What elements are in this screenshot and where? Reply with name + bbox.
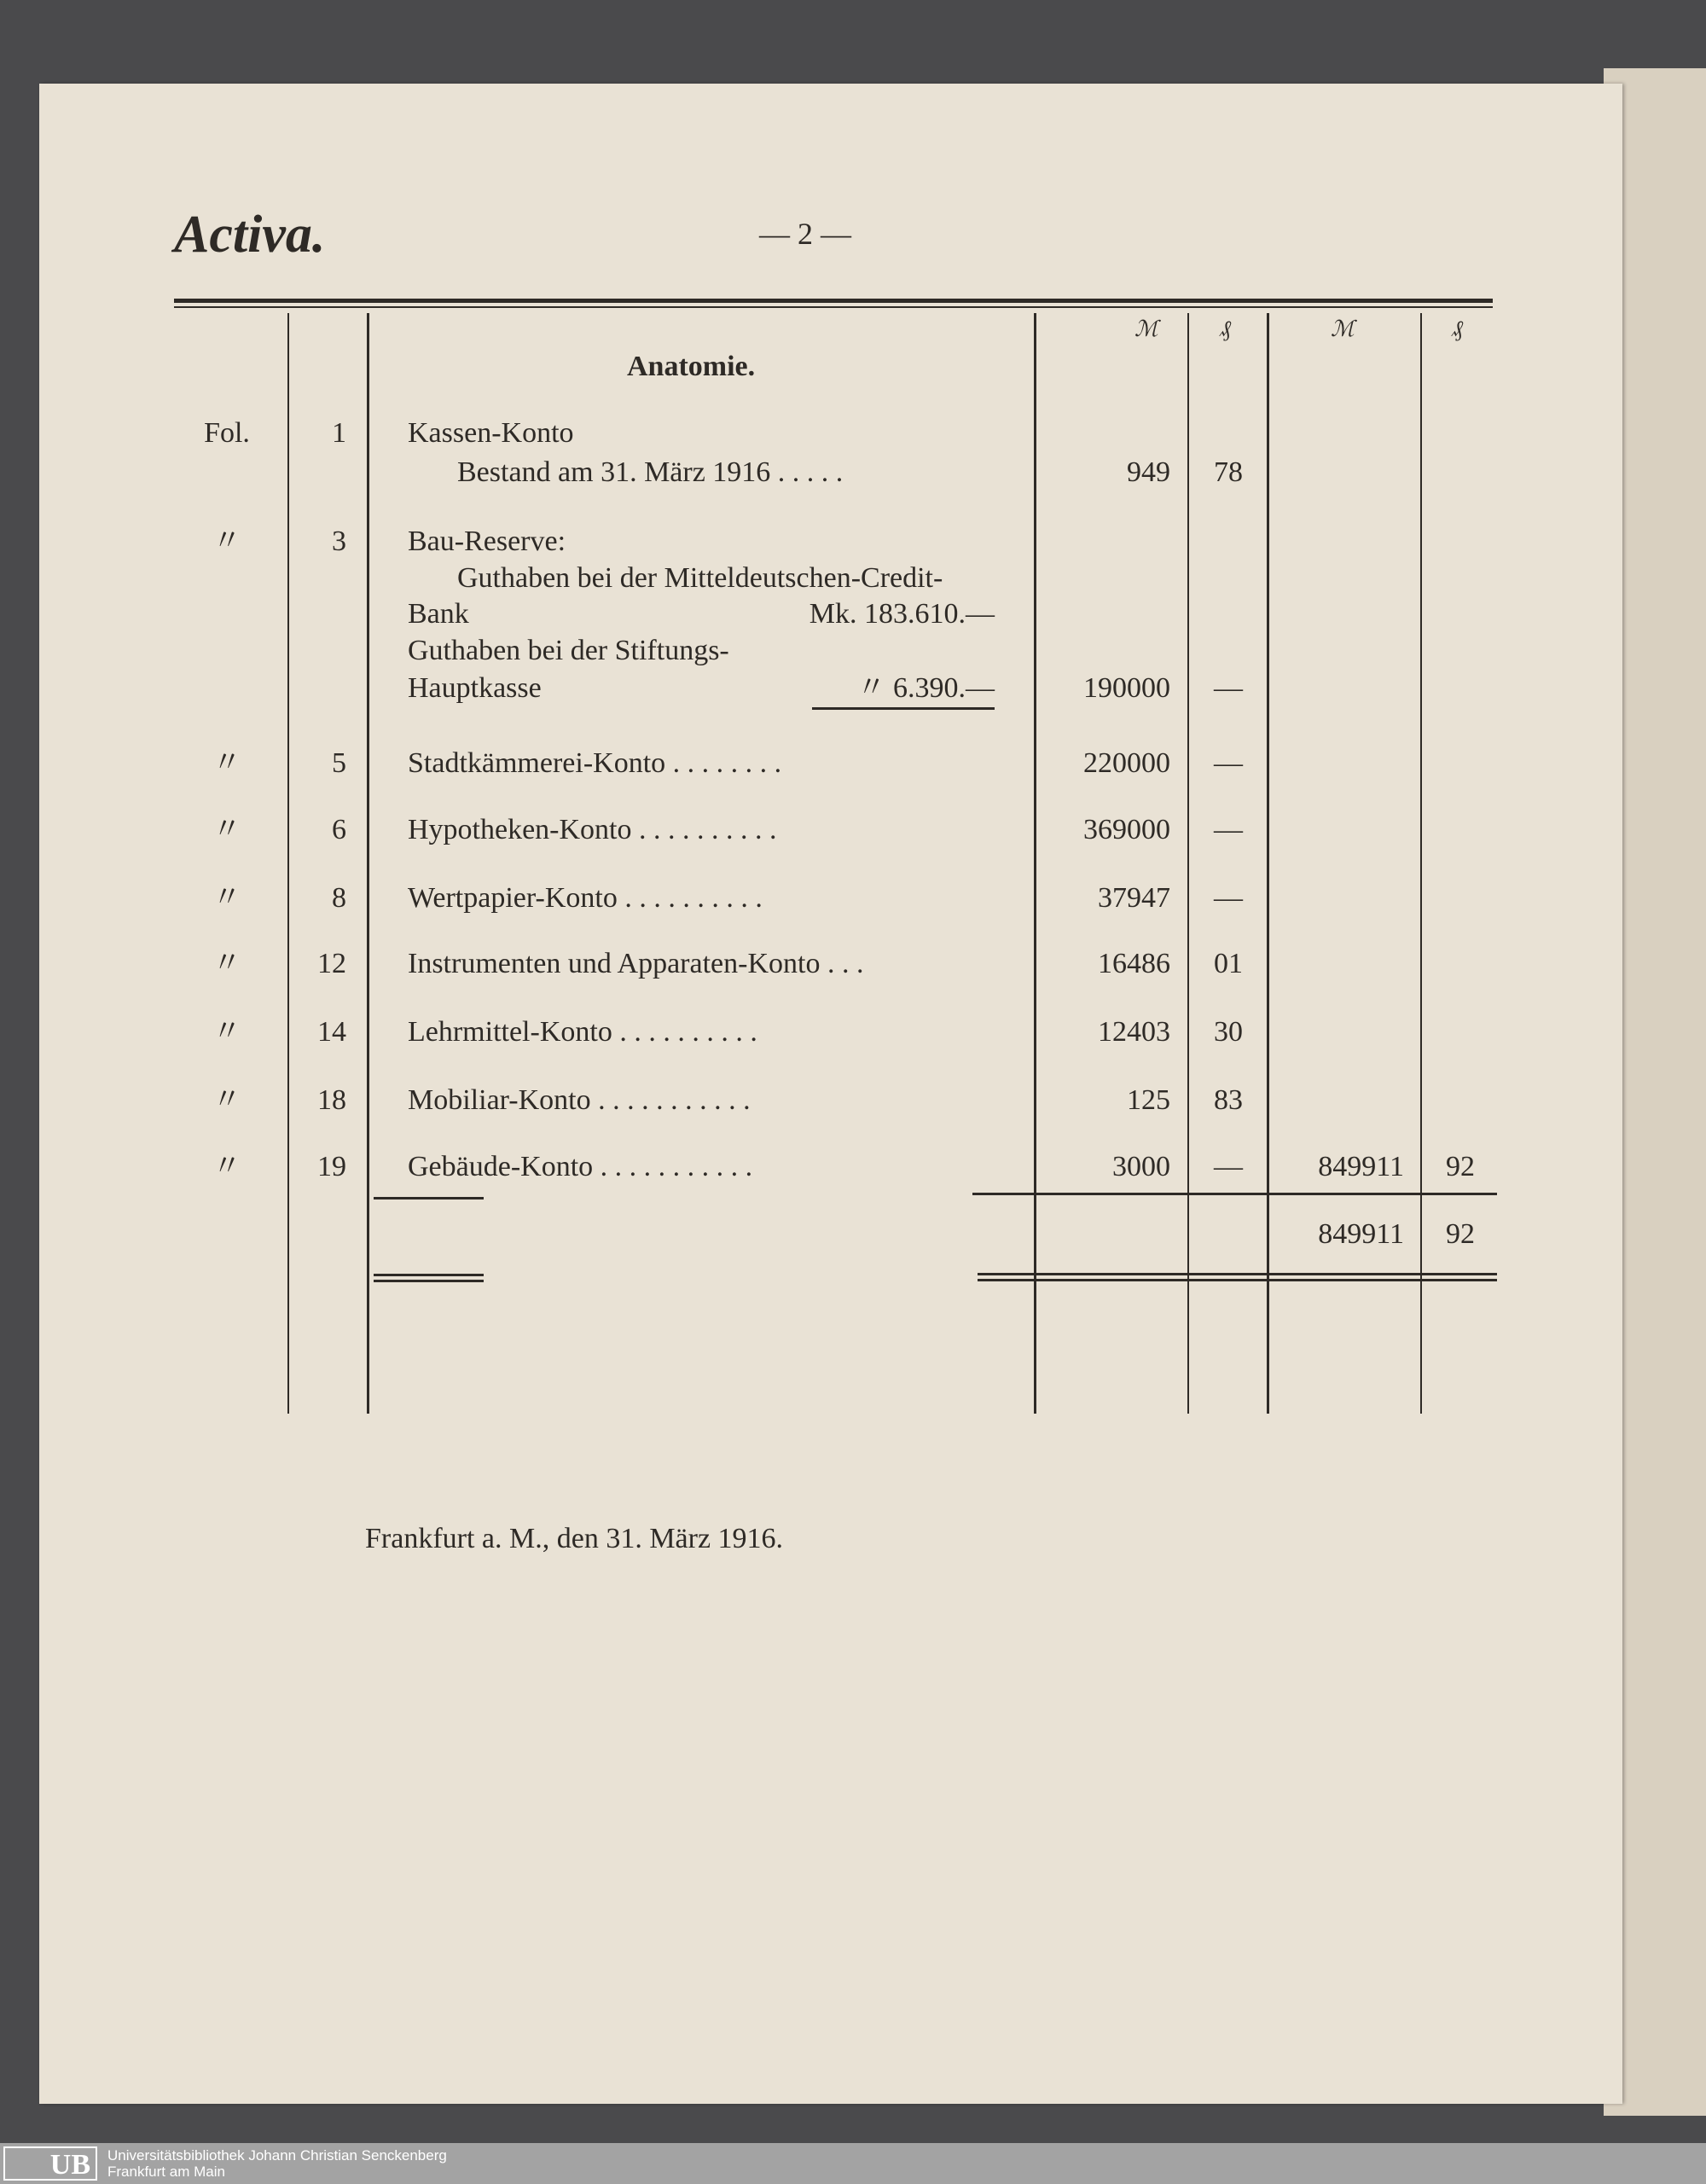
entry-description: Bau-Reserve:	[408, 526, 566, 557]
currency-header-pfennig: ₰	[1452, 317, 1463, 341]
total-double-rule	[978, 1273, 1497, 1275]
amount-mark: 125	[1127, 1084, 1170, 1116]
entry-description: Guthaben bei der Mitteldeutschen-Credit-	[457, 562, 943, 594]
amount-pfennig: 78	[1214, 456, 1243, 488]
entry-subamount: 〃 6.390.—	[856, 672, 995, 704]
currency-header-mark: ℳ	[1331, 317, 1355, 341]
amount-mark: 369000	[1083, 814, 1170, 845]
library-name: Universitätsbibliothek Johann Christian Senckenberg	[107, 2147, 447, 2164]
total-double-rule	[978, 1279, 1497, 1281]
sum-underline	[812, 707, 995, 710]
amount-pfennig-total: 92	[1446, 1151, 1475, 1182]
entry-description: Hauptkasse	[408, 672, 542, 704]
amount-mark-total: 849911	[1318, 1151, 1404, 1182]
entry-description: Gebäude-Konto . . . . . . . . . . .	[408, 1151, 753, 1182]
entry-number: 19	[317, 1151, 346, 1182]
currency-header-pfennig: ₰	[1220, 317, 1231, 341]
entry-number: 8	[332, 882, 346, 914]
page-number: — 2 —	[759, 217, 851, 251]
amount-mark: 220000	[1083, 747, 1170, 779]
folio-ref: 〃	[212, 1084, 241, 1116]
document-page	[39, 84, 1622, 2104]
folio-ref: Fol.	[204, 417, 250, 449]
amount-mark: 37947	[1098, 882, 1170, 914]
amount-pfennig: —	[1214, 814, 1243, 845]
column-divider	[367, 313, 369, 1414]
top-rule	[174, 299, 1493, 303]
folio-ref: 〃	[212, 1151, 241, 1182]
entry-description: Guthaben bei der Stiftungs-	[408, 635, 729, 666]
section-title: Anatomie.	[627, 351, 756, 382]
amount-mark: 949	[1127, 456, 1170, 488]
entry-description: Bestand am 31. März 1916 . . . . .	[457, 456, 844, 488]
entry-description: Kassen-Konto	[408, 417, 574, 449]
folio-ref: 〃	[212, 882, 241, 914]
entry-description: Wertpapier-Konto . . . . . . . . . .	[408, 882, 763, 914]
library-city: Frankfurt am Main	[107, 2164, 225, 2180]
entry-number: 12	[317, 948, 346, 979]
column-divider	[1034, 313, 1036, 1414]
amount-mark: 16486	[1098, 948, 1170, 979]
total-mark: 849911	[1318, 1218, 1404, 1250]
currency-header-mark: ℳ	[1134, 317, 1158, 341]
entry-number: 3	[332, 526, 346, 557]
entry-number: 14	[317, 1016, 346, 1048]
entry-description: Hypotheken-Konto . . . . . . . . . .	[408, 814, 777, 845]
entry-number: 6	[332, 814, 346, 845]
entry-number: 5	[332, 747, 346, 779]
amount-pfennig: —	[1214, 882, 1243, 914]
folio-ref: 〃	[212, 1016, 241, 1048]
total-double-rule-left	[374, 1274, 484, 1276]
entry-subamount: Mk. 183.610.—	[809, 598, 995, 630]
folio-ref: 〃	[212, 526, 241, 557]
library-logo: UB	[3, 2146, 97, 2181]
amount-mark: 3000	[1112, 1151, 1170, 1182]
amount-mark: 190000	[1083, 672, 1170, 704]
amount-pfennig: —	[1214, 1151, 1243, 1182]
entry-number: 18	[317, 1084, 346, 1116]
closing-place-date: Frankfurt a. M., den 31. März 1916.	[365, 1523, 784, 1554]
column-divider	[287, 313, 289, 1414]
entry-number: 1	[332, 417, 346, 449]
folio-ref: 〃	[212, 948, 241, 979]
folio-ref: 〃	[212, 747, 241, 779]
total-double-rule-left	[374, 1280, 484, 1282]
amount-pfennig: —	[1214, 672, 1243, 704]
entry-description: Mobiliar-Konto . . . . . . . . . . .	[408, 1084, 751, 1116]
entry-description: Bank	[408, 598, 469, 630]
total-pfennig: 92	[1446, 1218, 1475, 1250]
amount-pfennig: —	[1214, 747, 1243, 779]
amount-pfennig: 30	[1214, 1016, 1243, 1048]
entry-description: Lehrmittel-Konto . . . . . . . . . .	[408, 1016, 757, 1048]
amount-mark: 12403	[1098, 1016, 1170, 1048]
entry-description: Instrumenten und Apparaten-Konto . . .	[408, 948, 864, 979]
amount-pfennig: 01	[1214, 948, 1243, 979]
top-rule-thin	[174, 306, 1493, 308]
subtotal-rule	[972, 1193, 1497, 1195]
subtotal-rule-left	[374, 1197, 484, 1199]
page-heading: Activa.	[174, 206, 326, 264]
library-footer	[0, 2143, 1706, 2184]
folio-ref: 〃	[212, 814, 241, 845]
entry-description: Stadtkämmerei-Konto . . . . . . . .	[408, 747, 782, 779]
amount-pfennig: 83	[1214, 1084, 1243, 1116]
